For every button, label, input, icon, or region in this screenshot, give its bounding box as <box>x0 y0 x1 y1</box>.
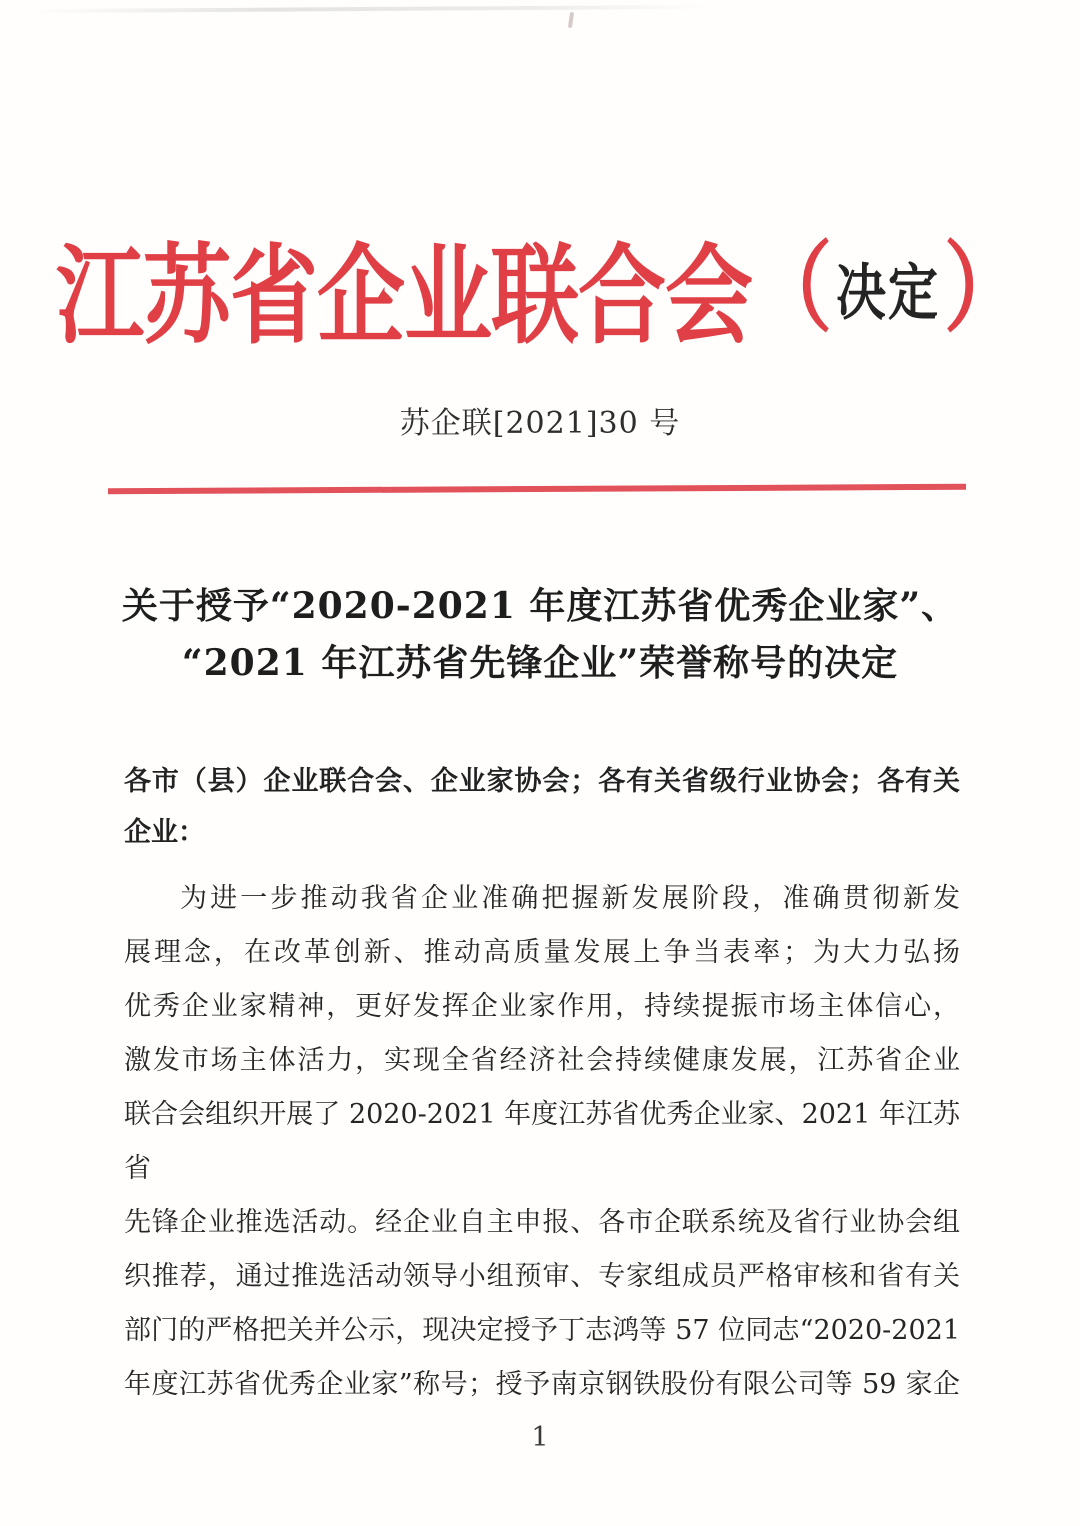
body-paragraph <box>124 872 960 1412</box>
salutation-line1: 各市（县）企业联合会、企业家协会；各有关省级行业协会；各有关 <box>124 766 960 797</box>
paren-close-glyph: ） <box>944 230 1024 346</box>
page-number: 1 <box>531 1422 549 1453</box>
salutation-line2: 企业： <box>124 817 205 848</box>
body-line: 年度江苏省优秀企业家”称号；授予南京钢铁股份有限公司等 59 家企 <box>124 1369 960 1400</box>
salutation-block <box>124 756 960 858</box>
body-line: 展理念，在改革创新、推动高质量发展上争当表率；为大力弘扬 <box>124 937 960 968</box>
red-letterhead <box>0 190 1080 385</box>
paren-open-glyph: （ <box>752 230 832 346</box>
body-line: 优秀企业家精神，更好发挥企业家作用，持续提振市场主体信心， <box>124 991 960 1022</box>
body-line: 先锋企业推选活动。经企业自主申报、各市企联系统及省行业协会组 <box>124 1207 960 1238</box>
red-divider-line <box>108 484 966 494</box>
doc-title-line1: 关于授予“2020-2021 年度江苏省优秀企业家”、 <box>121 585 959 627</box>
scan-artifact-speck <box>568 12 574 28</box>
body-line: 激发市场主体活力，实现全省经济社会持续健康发展，江苏省企业 <box>124 1045 960 1076</box>
body-line: 为进一步推动我省企业准确把握新发展阶段，准确贯彻新发 <box>180 883 960 914</box>
doc-title <box>60 578 1020 692</box>
org-name-text: 江苏省企业联合会 <box>55 231 752 359</box>
body-line: 织推荐，通过推选活动领导小组预审、专家组成员严格审核和省有关 <box>124 1261 960 1292</box>
body-line: 联合会组织开展了 2020-2021 年度江苏省优秀企业家、2021 年江苏省 <box>124 1099 960 1184</box>
doc-number: 苏企联[2021]30 号 <box>399 406 681 441</box>
body-line: 部门的严格把关并公示，现决定授予丁志鸿等 57 位同志“2020-2021 <box>124 1315 960 1346</box>
scan-artifact-top-smudge <box>30 5 710 13</box>
doc-title-line2: “2021 年江苏省先锋企业”荣誉称号的决定 <box>181 642 899 684</box>
doc-type-text: 决定 <box>836 256 940 329</box>
